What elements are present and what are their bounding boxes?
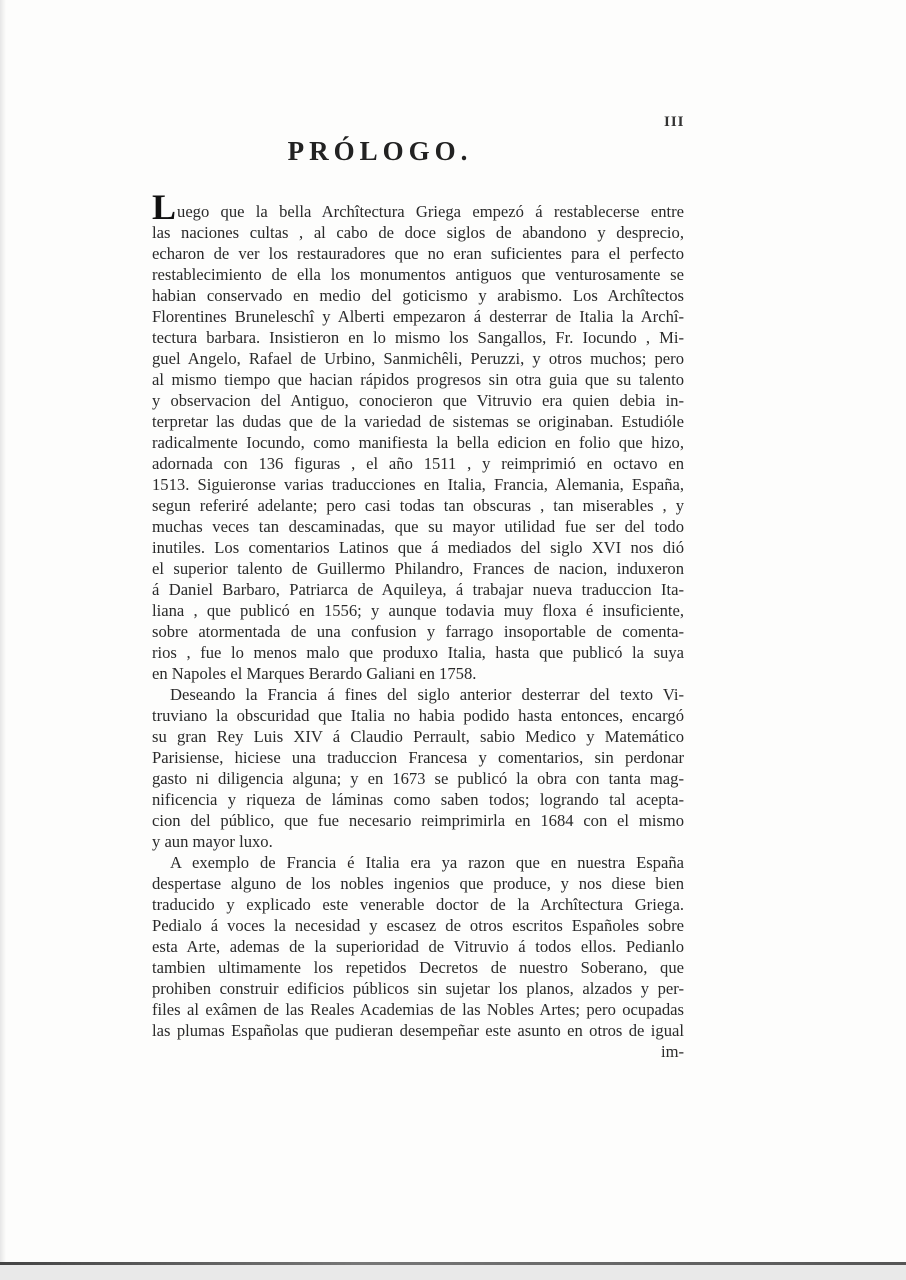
text-line: y aun mayor luxo. xyxy=(152,832,273,851)
text-line-content: uego que la bella Archîtectura Griega empezó á restablecerse entre xyxy=(177,202,684,221)
scan-margin xyxy=(0,1265,906,1280)
text-line: guel Angelo, Rafael de Urbino, Sanmichêli, Peruzzi, y otros muchos; pero xyxy=(152,349,684,368)
text-line: traducido y explicado este venerable doctor de la Archîtectura Griega. xyxy=(152,895,684,914)
text-line: cion del público, que fue necesario reimprimirla en 1684 con el mismo xyxy=(152,811,684,830)
text-line xyxy=(152,187,684,227)
text-line: despertase alguno de los nobles ingenios que produce, y nos diese bien xyxy=(152,874,684,893)
text-line: esta Arte, ademas de la superioridad de Vitruvio á todos ellos. Pedianlo xyxy=(152,937,684,956)
text-line: files al exâmen de las Reales Academias de las Nobles Artes; pero ocupadas xyxy=(152,1000,684,1019)
text-line: truviano la obscuridad que Italia no habia podido hasta entonces, encargó xyxy=(152,706,684,725)
text-line: Deseando la Francia á fines del siglo anterior desterrar del texto Vi- xyxy=(170,685,684,704)
text-line: su gran Rey Luis XIV á Claudio Perrault, sabio Medico y Matemático xyxy=(152,727,684,746)
page-title: PRÓLOGO. xyxy=(287,136,473,166)
text-line: las plumas Españolas que pudieran desempeñar este asunto en otros de igual xyxy=(152,1021,684,1040)
text-line: las naciones cultas , al cabo de doce siglos de abandono y desprecio, xyxy=(152,223,684,242)
text-line: gasto ni diligencia alguna; y en 1673 se publicó la obra con tanta mag- xyxy=(152,769,684,788)
text-line: tectura barbara. Insistieron en lo mismo los Sangallos, Fr. Iocundo , Mi- xyxy=(152,328,684,347)
text-line: tambien ultimamente los repetidos Decretos de nuestro Soberano, que xyxy=(152,958,684,977)
body-text xyxy=(152,187,684,1062)
text-line: á Daniel Barbaro, Patriarca de Aquileya, á trabajar nueva traduccion Ita- xyxy=(152,580,684,599)
text-line: inutiles. Los comentarios Latinos que á mediados del siglo XVI nos dió xyxy=(152,538,684,557)
text-line: el superior talento de Guillermo Philandro, Frances de nacion, induxeron xyxy=(152,559,684,578)
text-line: nificencia y riqueza de láminas como saben todos; logrando tal acepta- xyxy=(152,790,684,809)
text-line: muchas veces tan descaminadas, que su mayor utilidad fue ser del todo xyxy=(152,517,684,536)
text-line: Florentines Bruneleschî y Alberti empezaron á desterrar de Italia la Archî- xyxy=(152,307,684,326)
text-line: y observacion del Antiguo, conocieron que Vitruvio era quien debia in- xyxy=(152,391,684,410)
catchword: im- xyxy=(660,1042,684,1061)
text-line: restablecimiento de ella los monumentos antiguos que venturosamente se xyxy=(152,265,684,284)
text-line: adornada con 136 figuras , el año 1511 , y reimprimió en octavo en xyxy=(152,454,684,473)
text-line: prohiben construir edificios públicos sin sujetar los planos, alzados y per- xyxy=(152,979,684,998)
text-line: habian conservado en medio del goticismo y arabismo. Los Archîtectos xyxy=(152,286,684,305)
text-line: A exemplo de Francia é Italia era ya razon que en nuestra España xyxy=(170,853,684,872)
text-line: 1513. Siguieronse varias traducciones en Italia, Francia, Alemania, España, xyxy=(152,475,684,494)
text-line: Parisiense, hiciese una traduccion Francesa y comentarios, sin perdonar xyxy=(152,748,684,767)
text-line: en Napoles el Marques Berardo Galiani en 1758. xyxy=(152,664,477,683)
scan-edge-shadow xyxy=(0,0,6,1280)
text-line: liana , que publicó en 1556; y aunque todavia muy floxa é insuficiente, xyxy=(152,601,684,620)
text-line: radicalmente Iocundo, como manifiesta la bella edicion en folio que hizo, xyxy=(152,433,684,452)
text-line: terpretar las dudas que de la variedad de sistemas se originaban. Estudióle xyxy=(152,412,684,431)
text-line: Pedialo á voces la necesidad y escasez de otros escritos Españoles sobre xyxy=(152,916,684,935)
text-line: echaron de ver los restauradores que no eran suficientes para el perfecto xyxy=(152,244,684,263)
page-number: III xyxy=(664,114,685,130)
text-line: segun referiré adelante; pero casi todas tan obscuras , tan miserables , y xyxy=(152,496,684,515)
drop-cap: L xyxy=(152,187,177,227)
text-line: al mismo tiempo que hacian rápidos progresos sin otra guia que su talento xyxy=(152,370,684,389)
text-line: rios , fue lo menos malo que produxo Italia, hasta que publicó la suya xyxy=(152,643,684,662)
text-line: sobre atormentada de una confusion y farrago insoportable de comenta- xyxy=(152,622,684,641)
